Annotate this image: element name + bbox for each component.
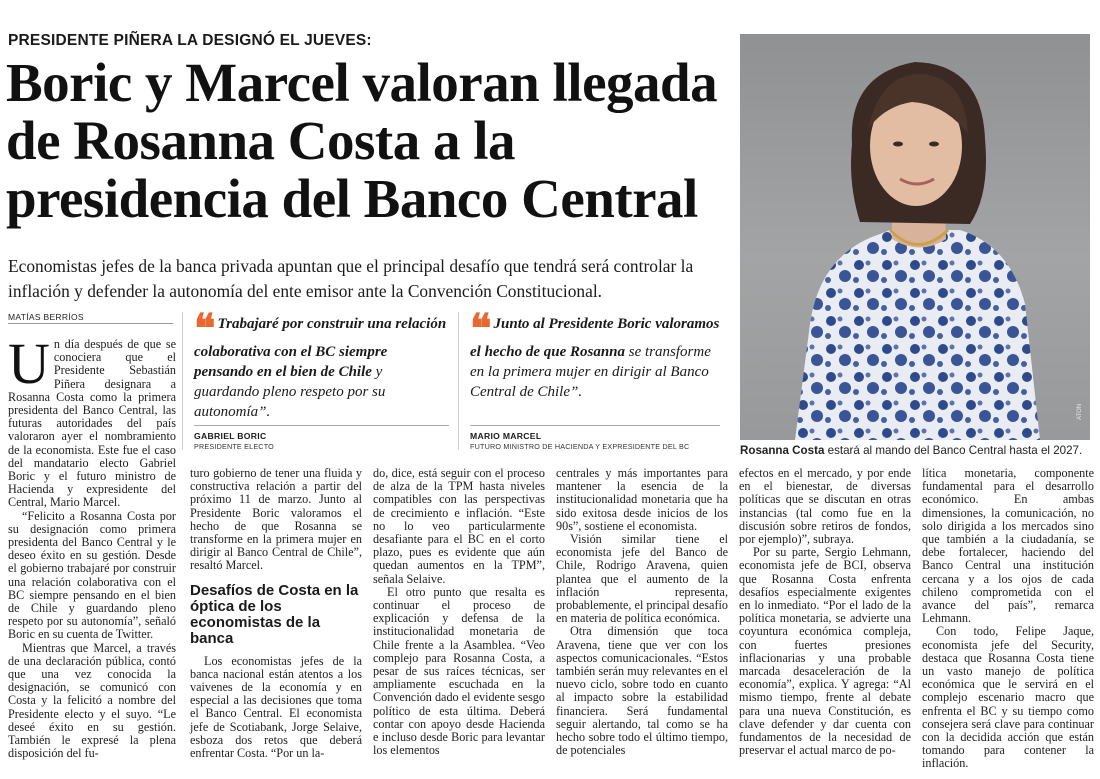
- quote-author-role: PRESIDENTE ELECTO: [194, 442, 274, 451]
- paragraph: do, dice, está seguir con el proceso de alza de la TPM hasta niveles compatibles con las perspectivas de crecimiento e inflación. “Este no lo veo particularmente desafiante para el BC en el corto plazo, pues es evidente que aún quedan aumentos en la TPM”, señala Selaive.: [373, 466, 545, 586]
- quote-author: GABRIEL BORIC: [194, 431, 267, 441]
- kicker: PRESIDENTE PIÑERA LA DESIGNÓ EL JUEVES:: [8, 32, 372, 49]
- quote-divider: [182, 312, 183, 450]
- paragraph: Mientras que Marcel, a través de una declaración pública, contó que una vez conocida la designación, se comunicó con Costa y la felicitó a nombre del Presidente electo y el suyo. “Le deseé éxito en su gestión. También le expresé la plena disposición del fu-: [8, 640, 176, 761]
- paragraph: “Felicito a Rosanna Costa por su designación como primera presidenta del Banco Central y le deseo éxito en su gestión. Desde el gobierno trabajaré por construir una relación colaborativa con el BC siempre pensando en el bien de Chile y guardando pleno respeto por su autonomía”, señaló Boric en su cuenta de Twitter.: [8, 508, 176, 642]
- paragraph: turo gobierno de tener una fluida y constructiva relación a partir del próximo 11 de marzo. Junto al Presidente Boric valoramos el hecho de que Rosanna se transforme en la primera mujer en dirigir al Banco Central de Chile”, resaltó Marcel.: [190, 466, 362, 573]
- paragraph: El otro punto que resalta es continuar el proceso de explicación y defensa de la institucionalidad monetaria de Chile frente a la Asamblea. “Veo complejo para Rosanna Costa, a pesar de sus raíces técnicas, ser ampliamente escuchada en la Convención dado el evidente sesgo político de esta última. Deberá contar con apoyo desde Hacienda e incluso desde Boric para levantar los elementos: [373, 584, 545, 758]
- quote-mark-icon: ❝: [470, 306, 488, 351]
- quote-divider: [458, 312, 459, 450]
- quote-author: MARIO MARCEL: [470, 431, 542, 441]
- photo-credit: ATON: [1077, 403, 1083, 420]
- portrait-illustration: [740, 34, 1090, 440]
- paragraph: Con todo, Felipe Jaque, economista jefe del Security, destaca que Rosanna Costa tiene un vasto manejo de política económica que le servirá en el complejo escenario macro que enfrenta el BC y su tiempo como consejera será clave para continuar con la decidida acción que están tomando para contener la inflación.: [922, 624, 1094, 771]
- paragraph: Los economistas jefes de la banca nacional están atentos a los vaivenes de la economía y en especial a las decisiones que toma el Banco Central. El economista jefe de Scotiabank, Jorge Selaive, esboza dos retos que deberá enfrentar Costa. “Por un la-: [190, 653, 362, 761]
- column-2: [190, 467, 362, 760]
- quote-text: se transforme en la primera mujer en dirigir al Banco Central de Chile”.: [470, 344, 711, 400]
- column-4: [556, 467, 728, 757]
- byline-divider: [8, 323, 173, 324]
- paragraph: centrales y más importantes para mantener la esencia de la institucionalidad monetaria que ha sido exitosa desde inicios de los 90s”, sostiene el economista.: [556, 466, 728, 533]
- caption-text: estará al mando del Banco Central hasta el 2027.: [824, 444, 1083, 457]
- byline: MATÍAS BERRÍOS: [8, 312, 84, 322]
- quote-rule: [194, 425, 449, 426]
- section-subhead: Desafíos de Costa en la óptica de los economistas de la banca: [190, 581, 359, 647]
- column-6: [922, 467, 1094, 771]
- standfirst: Economistas jefes de la banca privada apuntan que el principal desafío que tendrá será controlar la inflación y defender la autonomía del ente emisor ante la Convención Constitucional.: [8, 256, 694, 301]
- quote-bold: Trabajaré por construir una relación colaborativa con el BC siempre pensando en el bien de Chile: [194, 316, 447, 380]
- column-3: [373, 467, 545, 757]
- quote-bold: Junto al Presidente Boric valoramos el hecho de que Rosanna: [470, 316, 720, 360]
- photo-caption: [740, 444, 1095, 458]
- paragraph: Otra dimensión que toca Aravena, tiene que ver con los aspectos comunicacionales. “Estos también serán muy relevantes en el nuevo ciclo, sobre todo en cuanto al impacto sobre la estabilidad financiera. Será fundamental seguir alertando, tal como se ha hecho sobre todo el último tiempo, de potenciales: [556, 624, 728, 758]
- quote-author-role: FUTURO MINISTRO DE HACIENDA Y EXPRESIDENTE DEL BC: [470, 442, 690, 451]
- paragraph: Visión similar tiene el economista jefe del Banco de Chile, Rodrigo Aravena, quien plantea que el aumento de la inflación representa, probablemente, el principal desafío en materia de política económica.: [556, 532, 728, 626]
- headline: Boric y Marcel valoran llegada de Rosanna Costa a la presidencia del Banco Central: [6, 52, 718, 229]
- quote-marcel: [470, 306, 720, 402]
- portrait-photo: [740, 34, 1090, 440]
- paragraph: efectos en el mercado, y por ende en el bienestar, de diversas políticas que se discutan en otras instancias (tal como fue en la discusión sobre retiros de fondos, por ejemplo)”, subraya.: [739, 466, 911, 547]
- caption-name: Rosanna Costa: [740, 444, 825, 457]
- column-5: [739, 467, 911, 757]
- column-1: [8, 331, 176, 761]
- quote-rule: [470, 425, 720, 426]
- quote-text: y guardando pleno respeto por su autonomía”.: [194, 364, 386, 420]
- paragraph: Por su parte, Sergio Lehmann, economista jefe de BCI, observa que Rosanna Costa enfrenta desafíos especialmente exigentes en lo inmediato. “Por el lado de la política monetaria, se advierte una coyuntura económica compleja, con fuertes presiones inflacionarias y una probable marcada desaceleración de la economía”, explica. Y agrega: “Al mismo tiempo, frente al debate para una nueva Constitución, es clave defender y dar cuenta con fundamentos de la necesidad de preservar el actual marco de po-: [739, 545, 911, 758]
- quote-boric: [194, 306, 449, 422]
- paragraph: lítica monetaria, componente fundamental para el desarrollo económico. En ambas dimensiones, la comunicación, no solo dirigida a los mercados sino que también a la ciudadanía, se debe fortalecer, haciendo del Banco Central una institución cercana y a los ojos de cada chileno comprometida con el avance del país”, remarca Lehmann.: [922, 466, 1094, 626]
- drop-cap: U: [8, 331, 50, 396]
- quote-mark-icon: ❝: [194, 306, 212, 351]
- paragraph: n día después de que se conociera que el Presidente Sebastián Piñera designara a Rosanna Costa como la primera presidenta del Banco Central, las futuras autoridades del país valoraron ayer el nombramiento de la economista. Este fue el caso del mandatario electo Gabriel Boric y el futuro ministro de Hacienda y expresidente del Central, Mario Marcel.: [8, 337, 176, 510]
